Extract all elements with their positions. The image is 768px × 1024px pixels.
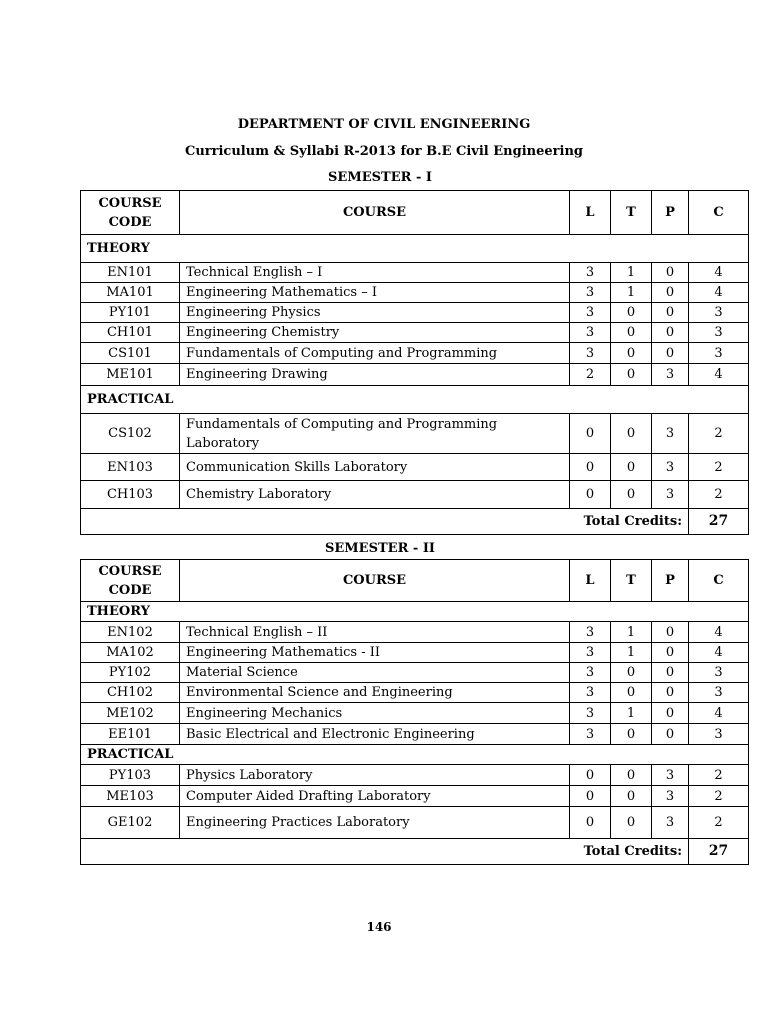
tutorial-hours: 0 [611, 323, 652, 343]
course-row [81, 683, 749, 703]
course-code: CS102 [81, 414, 180, 454]
course-row [81, 364, 749, 386]
practical-hours: 0 [652, 643, 689, 663]
tutorial-hours: 0 [611, 807, 652, 839]
lecture-hours: 3 [570, 303, 611, 323]
practical-hours: 0 [652, 663, 689, 683]
course-name: Engineering Physics [180, 303, 570, 323]
course-code: PY102 [81, 663, 180, 683]
course-name: Engineering Practices Laboratory [180, 807, 570, 839]
course-row [81, 481, 749, 509]
course-name: Engineering Chemistry [180, 323, 570, 343]
lecture-hours: 0 [570, 414, 611, 454]
curriculum-title: Curriculum & Syllabi R-2013 for B.E Civil Engineering [185, 144, 583, 159]
course-header: COURSE [180, 191, 570, 235]
lecture-hours: 3 [570, 643, 611, 663]
practical-hours: 0 [652, 703, 689, 724]
course-row [81, 786, 749, 807]
semester-1-title: SEMESTER - I [328, 170, 432, 185]
course-code: ME102 [81, 703, 180, 724]
lecture-hours: 3 [570, 343, 611, 364]
credits: 2 [689, 454, 749, 481]
tutorial-hours: 0 [611, 786, 652, 807]
tutorial-hours: 0 [611, 663, 652, 683]
practical-hours: 0 [652, 303, 689, 323]
course-name: Computer Aided Drafting Laboratory [180, 786, 570, 807]
credits: 4 [689, 263, 749, 283]
tutorial-hours: 0 [611, 454, 652, 481]
lecture-hours: 3 [570, 703, 611, 724]
course-row [81, 283, 749, 303]
credits: 3 [689, 724, 749, 745]
course-code: ME103 [81, 786, 180, 807]
tutorial-hours: 1 [611, 622, 652, 643]
section-label: PRACTICAL [81, 745, 749, 765]
practical-hours: 3 [652, 786, 689, 807]
header-row [81, 560, 749, 602]
t-header: T [611, 191, 652, 235]
practical-hours: 0 [652, 343, 689, 364]
credits: 4 [689, 703, 749, 724]
course-code: EE101 [81, 724, 180, 745]
course-code: CH103 [81, 481, 180, 509]
course-name: Engineering Mathematics - II [180, 643, 570, 663]
credits: 3 [689, 343, 749, 364]
page-number: 146 [366, 920, 392, 934]
credits: 3 [689, 323, 749, 343]
course-header: COURSE [180, 560, 570, 602]
course-row [81, 263, 749, 283]
credits: 2 [689, 807, 749, 839]
total-credits-value: 27 [689, 509, 749, 535]
lecture-hours: 2 [570, 364, 611, 386]
practical-hours: 3 [652, 807, 689, 839]
course-code: PY103 [81, 765, 180, 786]
credits: 3 [689, 683, 749, 703]
course-name: Fundamentals of Computing and Programming [180, 343, 570, 364]
course-code: EN101 [81, 263, 180, 283]
lecture-hours: 0 [570, 765, 611, 786]
lecture-hours: 0 [570, 454, 611, 481]
lecture-hours: 3 [570, 622, 611, 643]
credits: 2 [689, 765, 749, 786]
tutorial-hours: 0 [611, 414, 652, 454]
course-row [81, 807, 749, 839]
header-row [81, 191, 749, 235]
practical-hours: 3 [652, 765, 689, 786]
c-header: C [689, 191, 749, 235]
course-row [81, 663, 749, 683]
practical-hours: 0 [652, 323, 689, 343]
total-credits-label: Total Credits: [81, 839, 689, 865]
course-code: PY101 [81, 303, 180, 323]
semester-1-table [80, 190, 749, 535]
practical-hours: 3 [652, 414, 689, 454]
tutorial-hours: 0 [611, 343, 652, 364]
course-name: Chemistry Laboratory [180, 481, 570, 509]
semester-2-table [80, 559, 749, 865]
semester-2-title: SEMESTER - II [325, 541, 435, 556]
course-code: EN103 [81, 454, 180, 481]
credits: 4 [689, 364, 749, 386]
credits: 4 [689, 622, 749, 643]
tutorial-hours: 0 [611, 724, 652, 745]
course-name: Environmental Science and Engineering [180, 683, 570, 703]
course-code: GE102 [81, 807, 180, 839]
practical-hours: 3 [652, 481, 689, 509]
course-code: CH101 [81, 323, 180, 343]
tutorial-hours: 1 [611, 263, 652, 283]
section-label: THEORY [81, 235, 749, 263]
p-header: P [652, 560, 689, 602]
practical-hours: 0 [652, 622, 689, 643]
course-name: Technical English – I [180, 263, 570, 283]
course-code: ME101 [81, 364, 180, 386]
tutorial-hours: 0 [611, 765, 652, 786]
course-code-header: COURSE CODE [81, 191, 180, 235]
lecture-hours: 3 [570, 663, 611, 683]
tutorial-hours: 0 [611, 364, 652, 386]
course-name: Basic Electrical and Electronic Engineering [180, 724, 570, 745]
course-code: MA101 [81, 283, 180, 303]
tutorial-hours: 1 [611, 283, 652, 303]
total-row [81, 509, 749, 535]
lecture-hours: 3 [570, 323, 611, 343]
course-name: Engineering Mechanics [180, 703, 570, 724]
l-header: L [570, 191, 611, 235]
tutorial-hours: 0 [611, 481, 652, 509]
lecture-hours: 3 [570, 683, 611, 703]
tutorial-hours: 1 [611, 703, 652, 724]
tutorial-hours: 1 [611, 643, 652, 663]
practical-hours: 3 [652, 364, 689, 386]
lecture-hours: 3 [570, 724, 611, 745]
section-row [81, 745, 749, 765]
practical-hours: 0 [652, 724, 689, 745]
credits: 4 [689, 643, 749, 663]
course-row [81, 414, 749, 454]
course-row [81, 765, 749, 786]
course-code: MA102 [81, 643, 180, 663]
course-code-header: COURSE CODE [81, 560, 180, 602]
section-label: PRACTICAL [81, 386, 749, 414]
practical-hours: 3 [652, 454, 689, 481]
credits: 3 [689, 303, 749, 323]
course-row [81, 343, 749, 364]
course-row [81, 724, 749, 745]
section-row [81, 235, 749, 263]
total-credits-label: Total Credits: [81, 509, 689, 535]
tutorial-hours: 0 [611, 303, 652, 323]
course-name: Engineering Drawing [180, 364, 570, 386]
course-name: Fundamentals of Computing and Programming Laboratory [180, 414, 570, 454]
credits: 2 [689, 786, 749, 807]
lecture-hours: 0 [570, 481, 611, 509]
lecture-hours: 3 [570, 283, 611, 303]
course-name: Technical English – II [180, 622, 570, 643]
course-name: Material Science [180, 663, 570, 683]
lecture-hours: 3 [570, 263, 611, 283]
practical-hours: 0 [652, 283, 689, 303]
credits: 2 [689, 481, 749, 509]
p-header: P [652, 191, 689, 235]
lecture-hours: 0 [570, 786, 611, 807]
course-row [81, 323, 749, 343]
course-code: CH102 [81, 683, 180, 703]
t-header: T [611, 560, 652, 602]
section-label: THEORY [81, 602, 749, 622]
course-row [81, 303, 749, 323]
course-row [81, 622, 749, 643]
course-row [81, 643, 749, 663]
department-title: DEPARTMENT OF CIVIL ENGINEERING [237, 117, 531, 132]
practical-hours: 0 [652, 263, 689, 283]
course-row [81, 703, 749, 724]
l-header: L [570, 560, 611, 602]
section-row [81, 602, 749, 622]
course-row [81, 454, 749, 481]
course-name: Engineering Mathematics – I [180, 283, 570, 303]
practical-hours: 0 [652, 683, 689, 703]
credits: 4 [689, 283, 749, 303]
credits: 2 [689, 414, 749, 454]
tutorial-hours: 0 [611, 683, 652, 703]
course-name: Communication Skills Laboratory [180, 454, 570, 481]
total-credits-value: 27 [689, 839, 749, 865]
course-code: CS101 [81, 343, 180, 364]
course-code: EN102 [81, 622, 180, 643]
c-header: C [689, 560, 749, 602]
section-row [81, 386, 749, 414]
lecture-hours: 0 [570, 807, 611, 839]
total-row [81, 839, 749, 865]
course-name: Physics Laboratory [180, 765, 570, 786]
credits: 3 [689, 663, 749, 683]
